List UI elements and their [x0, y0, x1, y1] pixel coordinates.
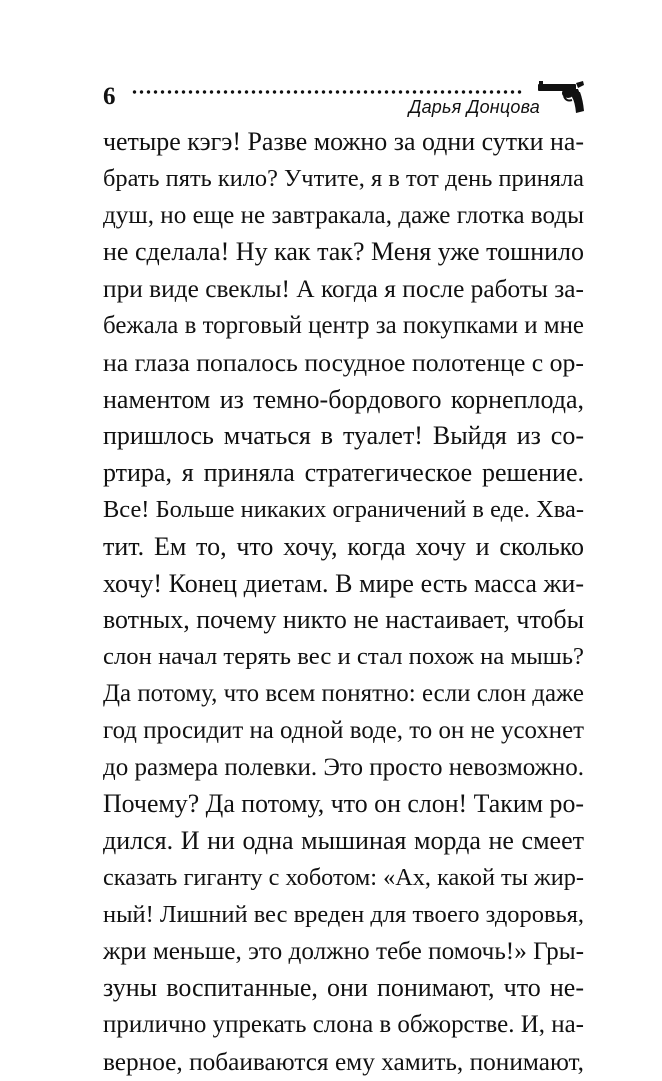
text-line: [103, 823, 584, 860]
text-line-content: хочу! Конец диетам. В мире есть масса жи-: [103, 568, 584, 598]
text-line-content: ртира, я приняла стратегическое решение.: [103, 458, 584, 488]
text-line: [103, 418, 584, 455]
text-line: [103, 639, 584, 676]
text-line: [103, 382, 584, 419]
text-line: [103, 676, 584, 713]
text-line-content: брать пять кило? Учтите, я в тот день приняла: [103, 164, 584, 192]
text-line: [103, 271, 584, 308]
text-line: [103, 860, 584, 897]
text-line-content: не сделала! Ну как так? Меня уже тошнило: [103, 237, 584, 267]
text-line: [103, 786, 584, 823]
text-line: [103, 234, 584, 271]
text-line-content: пришлось мчаться в туалет! Выйдя из со-: [103, 421, 584, 451]
text-line-content: жри меньше, это должно тебе помочь!» Гры-: [103, 937, 584, 965]
text-line: [103, 345, 584, 382]
text-line-content: при виде свеклы! А когда я после работы за-: [103, 275, 584, 304]
text-line: [103, 897, 584, 934]
text-line-content: тит. Ем то, что хочу, когда хочу и сколько: [103, 531, 584, 561]
text-line: [103, 713, 584, 750]
text-line: [103, 455, 584, 492]
text-line-content: ный! Лишний вес вреден для твоего здоровья,: [103, 900, 584, 928]
text-line: [103, 602, 584, 639]
dotted-rule: [131, 90, 524, 94]
page-number: 6: [103, 83, 116, 110]
text-line-content: Все! Больше никаких ограничений в еде. Хва-: [103, 495, 584, 523]
text-line-content: до размера полевки. Это просто невозможно.: [103, 753, 584, 781]
text-line: [103, 492, 584, 529]
text-line: [103, 934, 584, 971]
text-line-content: бежала в торговый центр за покупками и мне: [103, 311, 584, 339]
text-line-content: вотных, почему никто не настаивает, чтобы: [103, 605, 584, 635]
text-line: [103, 750, 584, 787]
body-text: [103, 124, 584, 1081]
text-line-content: наментом из темно-бордового корнеплода,: [103, 384, 584, 414]
text-line: [103, 161, 584, 198]
text-line-content: слон начал терять вес и стал похож на мышь?: [103, 643, 584, 671]
text-line-content: прилично упрекать слона в обжорстве. И, на-: [103, 1011, 584, 1039]
text-line: [103, 529, 584, 566]
text-line-content: дился. И ни одна мышиная морда не смеет: [103, 826, 584, 856]
text-line: [103, 1044, 584, 1081]
text-line-content: душ, но еще не завтракала, даже глотка воды: [103, 201, 584, 229]
text-line: [103, 1007, 584, 1044]
text-line: [103, 124, 584, 161]
text-line-content: на глаза попалось посудное полотенце с ор-: [103, 347, 584, 377]
text-line-content: четыре кэгэ! Разве можно за одни сутки на-: [103, 127, 584, 156]
text-line-content: верное, побаиваются ему хамить, понимают,: [103, 1047, 584, 1076]
text-line: [103, 308, 584, 345]
text-line: [103, 198, 584, 235]
text-line-content: Да потому, что всем понятно: если слон даже: [103, 679, 584, 707]
revolver-icon: [536, 80, 586, 114]
text-line: [103, 970, 584, 1007]
author-name: Дарья Донцова: [408, 97, 540, 117]
page-header: [0, 0, 662, 130]
text-line-content: год просидит на одной воде, то он не усохнет: [103, 716, 584, 744]
text-line-content: сказать гиганту с хоботом: «Ах, какой ты жир-: [103, 863, 584, 891]
text-line: [103, 566, 584, 603]
text-line-content: Почему? Да потому, что он слон! Таким ро-: [103, 789, 584, 819]
text-line-content: зуны воспитанные, они понимают, что не-: [103, 973, 584, 1003]
